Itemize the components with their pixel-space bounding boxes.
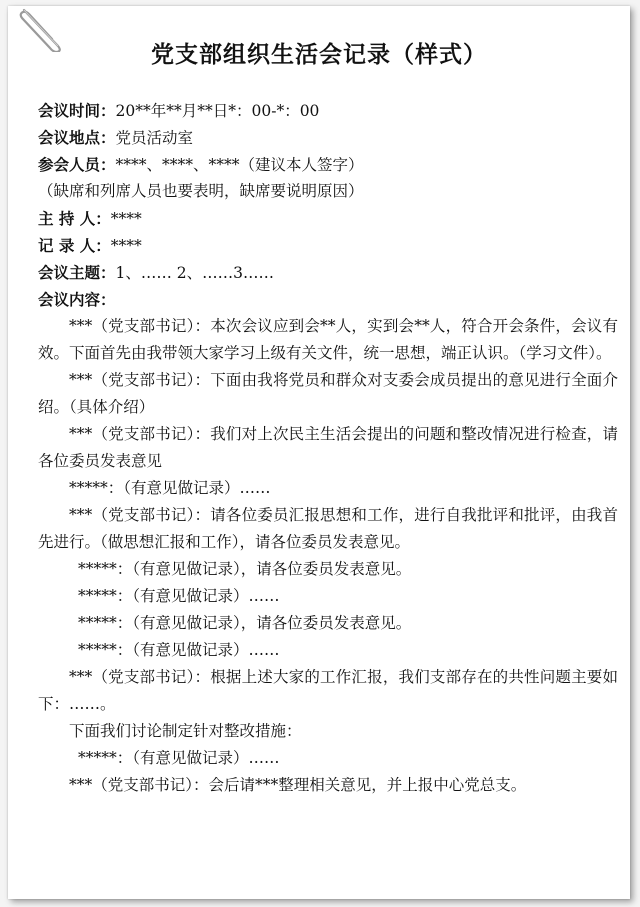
meeting-place-label: 会议地点： xyxy=(38,128,116,147)
content-label: 会议内容： xyxy=(38,290,116,309)
meeting-time-value: 20**年**月**日*：00-*：00 xyxy=(115,102,320,120)
paragraph: ***（党支部书记）：会后请***整理相关意见，并上报中心党总支。 xyxy=(69,776,527,794)
attendees-value: ****、****、****（建议本人签字） xyxy=(115,156,364,174)
record-line: *****：（有意见做记录）…… xyxy=(78,749,280,767)
record-line: *****：（有意见做记录）…… xyxy=(78,641,280,659)
meeting-time-label: 会议时间： xyxy=(38,101,116,120)
topic-value: 1、…… 2、……3…… xyxy=(115,264,275,282)
paragraph: 下面我们讨论制定针对整改措施： xyxy=(69,722,302,740)
meeting-place-row xyxy=(38,124,618,151)
attendees-label: 参会人员： xyxy=(38,155,116,174)
content-row xyxy=(38,286,618,313)
host-label: 主 持 人： xyxy=(38,209,111,228)
recorder-row xyxy=(38,232,618,259)
meeting-time-row xyxy=(38,97,618,124)
host-value: **** xyxy=(110,210,142,228)
document-page xyxy=(8,6,630,899)
record-line: *****：（有意见做记录）…… xyxy=(78,587,280,605)
absent-note: （缺席和列席人员也要表明，缺席要说明原因） xyxy=(38,182,364,200)
paragraph: ***（党支部书记）：本次会议应到会**人，实到会**人，符合开会条件，会议有效。下面首先由我带领大家学习上级有关文件，统一思想，端正认识。（学习文件）。 xyxy=(38,317,618,362)
paragraph: ***（党支部书记）：我们对上次民主生活会提出的问题和整改情况进行检查，请各位委员发表意见 xyxy=(38,425,618,470)
page-title: 党支部组织生活会记录（样式） xyxy=(151,41,487,68)
record-line: *****：（有意见做记录）…… xyxy=(69,479,271,497)
paragraph: ***（党支部书记）：下面由我将党员和群众对支委会成员提出的意见进行全面介绍。（具体介绍） xyxy=(38,371,618,416)
record-body xyxy=(38,97,618,799)
host-row xyxy=(38,205,618,232)
recorder-value: **** xyxy=(110,237,142,255)
record-line: *****：（有意见做记录），请各位委员发表意见。 xyxy=(78,614,412,632)
paragraph: ***（党支部书记）：根据上述大家的工作汇报，我们支部存在的共性问题主要如下：……。 xyxy=(38,668,618,713)
topic-row xyxy=(38,259,618,286)
record-line: *****：（有意见做记录），请各位委员发表意见。 xyxy=(78,560,412,578)
meeting-place-value: 党员活动室 xyxy=(115,129,194,147)
recorder-label: 记 录 人： xyxy=(38,236,111,255)
topic-label: 会议主题： xyxy=(38,263,116,282)
paragraph: ***（党支部书记）：请各位委员汇报思想和工作，进行自我批评和批评，由我首先进行。（做思想汇报和工作），请各位委员发表意见。 xyxy=(38,506,618,551)
attendees-row xyxy=(38,151,618,178)
